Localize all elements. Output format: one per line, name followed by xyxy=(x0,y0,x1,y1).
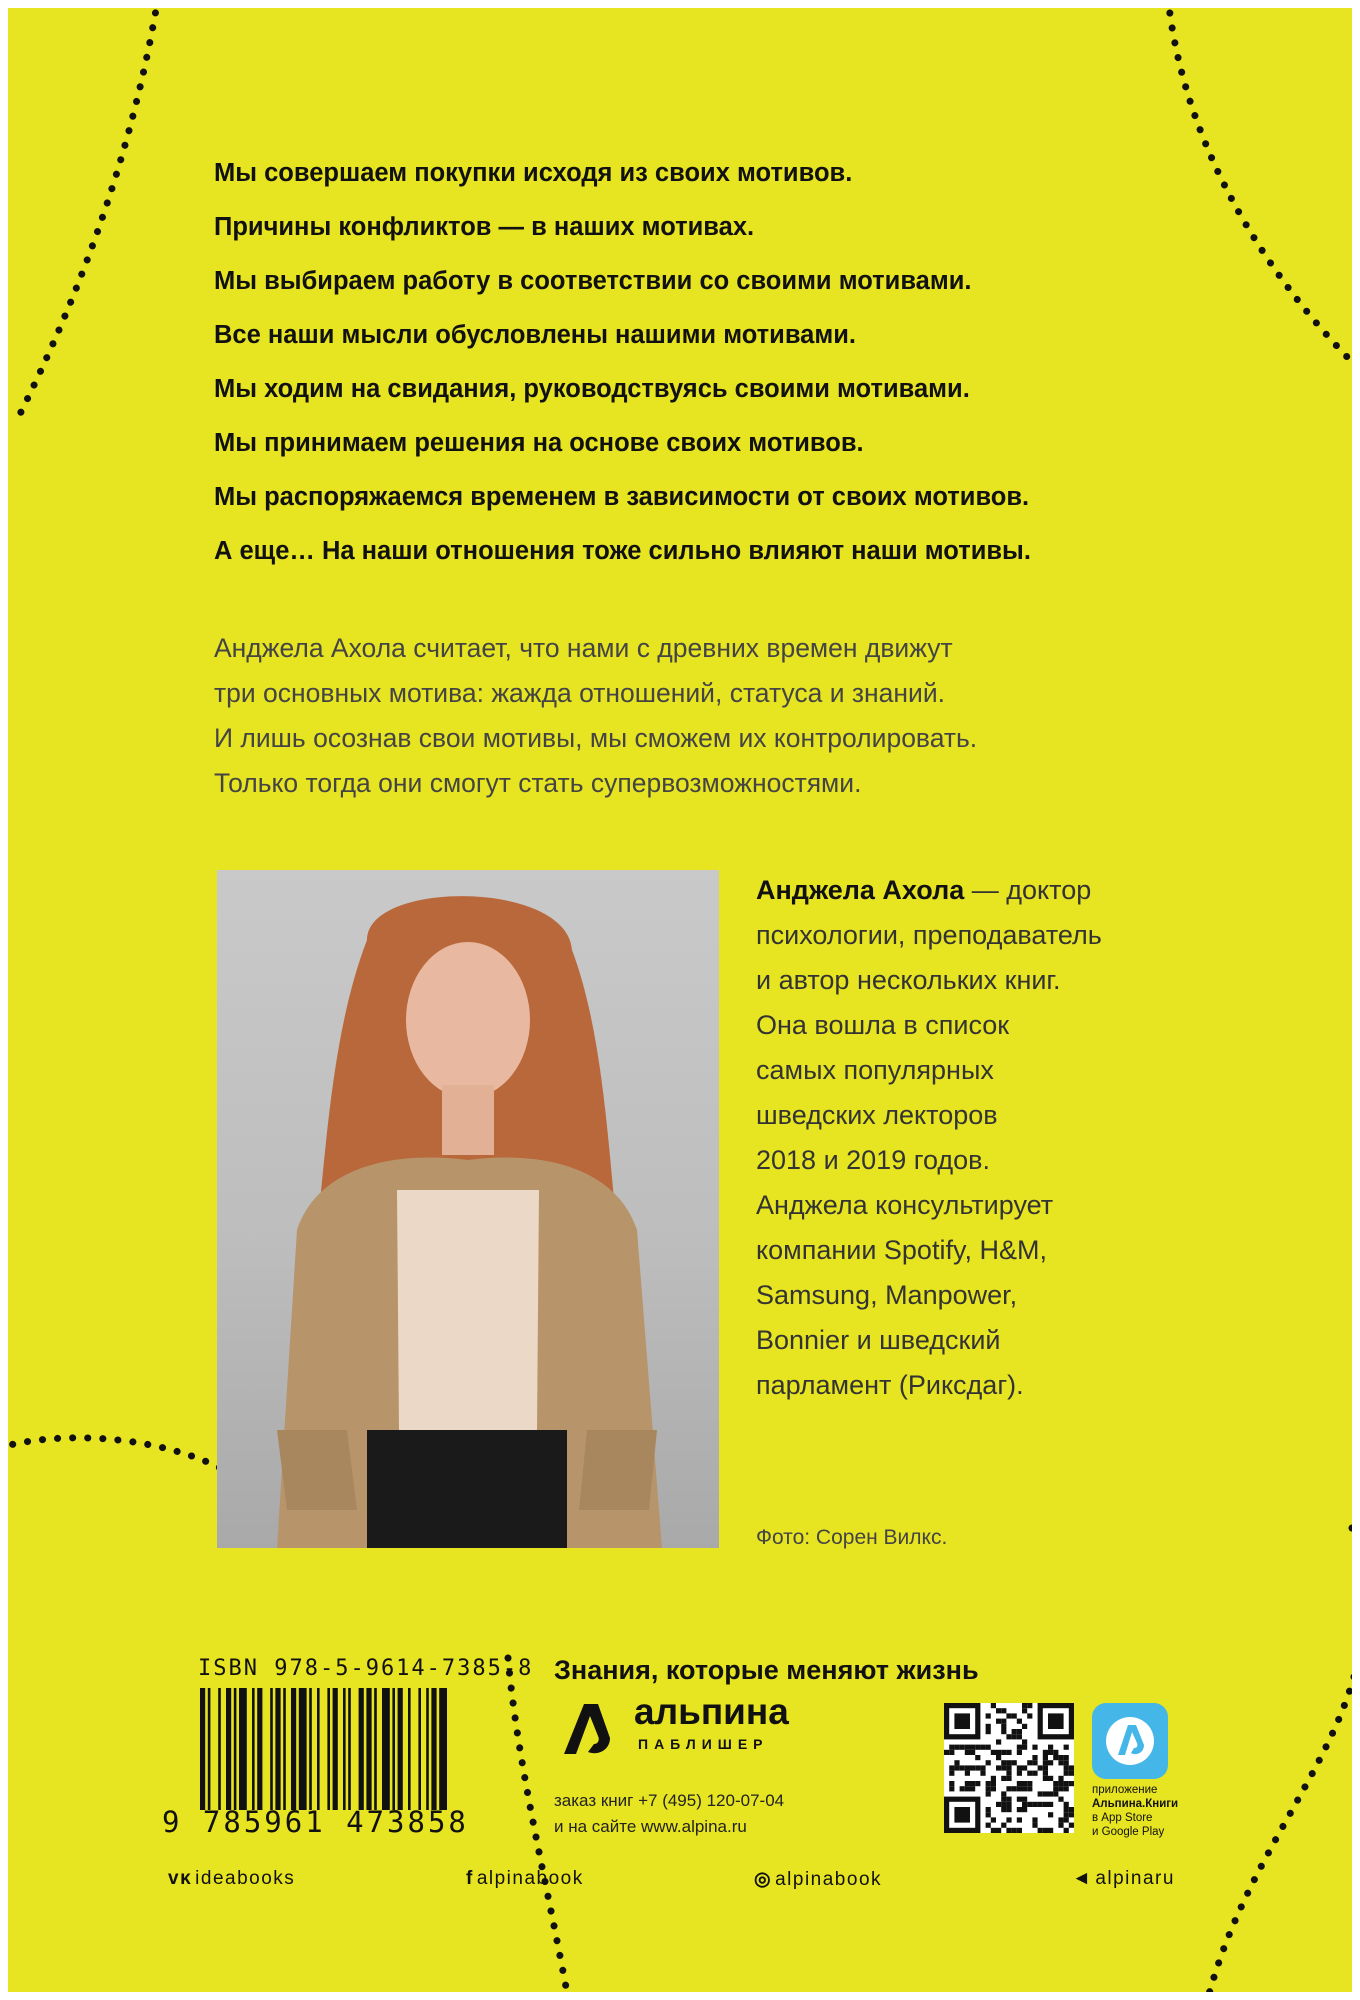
qr-module xyxy=(1069,1812,1074,1817)
qr-module xyxy=(954,1760,959,1765)
qr-module xyxy=(970,1786,975,1791)
bio-line: самых популярных xyxy=(756,1055,994,1085)
qr-module xyxy=(1032,1755,1037,1760)
qr-module xyxy=(1017,1828,1022,1833)
barcode-bar xyxy=(343,1688,346,1810)
barcode-bar xyxy=(418,1688,421,1810)
qr-module xyxy=(970,1781,975,1786)
qr-module xyxy=(1001,1760,1006,1765)
qr-module xyxy=(1006,1734,1011,1739)
qr-module xyxy=(1006,1713,1011,1718)
qr-module xyxy=(1017,1734,1022,1739)
barcode-bar xyxy=(270,1688,273,1810)
qr-module xyxy=(944,1750,949,1755)
qr-module xyxy=(986,1823,991,1828)
barcode-bar xyxy=(426,1688,429,1810)
bio-line: компании Spotify, H&M, xyxy=(756,1235,1047,1265)
qr-module xyxy=(1048,1776,1053,1781)
barcode-bar xyxy=(348,1688,351,1810)
barcode-bar xyxy=(431,1688,436,1810)
order-phone: заказ книг +7 (495) 120-07-04 xyxy=(554,1791,785,1810)
barcode-bar xyxy=(366,1688,371,1810)
bio-line: шведских лекторов xyxy=(756,1100,998,1130)
qr-module xyxy=(986,1791,991,1796)
author-bio xyxy=(756,868,1216,1408)
social-link-facebook[interactable] xyxy=(466,1868,584,1890)
social-links xyxy=(168,1868,1188,1894)
qr-module xyxy=(1032,1802,1037,1807)
qr-module xyxy=(1001,1729,1006,1734)
qr-module xyxy=(949,1781,954,1786)
bio-line: психологии, преподаватель xyxy=(756,920,1102,950)
barcode-bar xyxy=(382,1688,390,1810)
qr-module xyxy=(1043,1776,1048,1781)
telegram-icon: ◄ xyxy=(1072,1868,1093,1889)
qr-module xyxy=(965,1765,970,1770)
social-handle: ideabooks xyxy=(195,1868,296,1889)
qr-module xyxy=(1038,1765,1043,1770)
qr-module xyxy=(970,1765,975,1770)
qr-module xyxy=(1043,1765,1048,1770)
qr-module xyxy=(1001,1750,1006,1755)
qr-module xyxy=(949,1750,954,1755)
barcode-bar xyxy=(408,1688,411,1810)
qr-module xyxy=(1027,1786,1032,1791)
qr-module xyxy=(1043,1760,1048,1765)
motive-line: Причины конфликтов — в наших мотивах. xyxy=(214,213,755,241)
barcode-bar xyxy=(252,1688,255,1810)
qr-module xyxy=(1058,1755,1063,1760)
qr-module xyxy=(1064,1771,1069,1776)
qr-module xyxy=(1064,1802,1069,1807)
bio-line: Анджела консультирует xyxy=(756,1190,1054,1220)
qr-module xyxy=(1001,1708,1006,1713)
qr-module xyxy=(1017,1797,1022,1802)
qr-module xyxy=(1064,1765,1069,1770)
qr-module xyxy=(1038,1828,1043,1833)
qr-module xyxy=(986,1786,991,1791)
intro-line: Анджела Ахола считает, что нами с древних времен движут xyxy=(214,633,953,663)
app-store-text xyxy=(1092,1783,1178,1839)
qr-module xyxy=(1006,1765,1011,1770)
photo-credit: Фото: Сорен Вилкс. xyxy=(756,1526,948,1549)
barcode-bar xyxy=(359,1688,364,1810)
qr-module xyxy=(986,1713,991,1718)
qr-module xyxy=(1032,1817,1037,1822)
qr-module xyxy=(1012,1734,1017,1739)
intro-line: И лишь осознав свои мотивы, мы сможем их контролировать. xyxy=(214,723,978,753)
qr-module xyxy=(996,1750,1001,1755)
social-handle: alpinabook xyxy=(775,1869,883,1890)
qr-module xyxy=(1027,1703,1032,1708)
qr-module xyxy=(1032,1771,1037,1776)
qr-module xyxy=(1006,1817,1011,1822)
qr-module xyxy=(954,1765,959,1770)
qr-module xyxy=(1022,1739,1027,1744)
barcode-bar xyxy=(283,1688,286,1810)
qr-module xyxy=(965,1771,970,1776)
qr-module xyxy=(1012,1760,1017,1765)
qr-module xyxy=(996,1802,1001,1807)
qr-module xyxy=(1017,1781,1022,1786)
qr-module xyxy=(1043,1802,1048,1807)
barcode-bar xyxy=(239,1688,247,1810)
qr-module xyxy=(949,1745,954,1750)
barcode-bar xyxy=(218,1688,221,1810)
qr-module xyxy=(1006,1776,1011,1781)
intro-paragraph xyxy=(214,626,1174,806)
qr-module xyxy=(1064,1781,1069,1786)
qr-module xyxy=(1064,1745,1069,1750)
qr-module xyxy=(1053,1750,1058,1755)
barcode-number: 9 785961 473858 xyxy=(162,1805,469,1839)
motive-line: Мы выбираем работу в соответствии со своими мотивами. xyxy=(214,267,972,295)
qr-module xyxy=(1027,1802,1032,1807)
qr-module xyxy=(1022,1724,1027,1729)
motive-line: А еще… На наши отношения тоже сильно влияют наши мотивы. xyxy=(214,537,1031,565)
qr-module xyxy=(1006,1786,1011,1791)
qr-module xyxy=(965,1745,970,1750)
bio-line: Она вошла в список xyxy=(756,1010,1010,1040)
qr-module xyxy=(1006,1828,1011,1833)
qr-module xyxy=(1022,1786,1027,1791)
qr-module xyxy=(1038,1802,1043,1807)
qr-module xyxy=(1038,1791,1043,1796)
publisher-name: альпина xyxy=(634,1691,789,1732)
barcode-bar xyxy=(317,1688,320,1810)
qr-module xyxy=(1012,1828,1017,1833)
barcode xyxy=(200,1688,492,1810)
qr-module xyxy=(1017,1745,1022,1750)
qr-module xyxy=(1001,1776,1006,1781)
publisher-subtitle: ПАБЛИШЕР xyxy=(638,1736,769,1752)
order-info xyxy=(554,1788,784,1840)
qr-module xyxy=(1048,1745,1053,1750)
vk-icon: ᴠᴋ xyxy=(168,1868,193,1889)
motive-line: Мы принимаем решения на основе своих мотивов. xyxy=(214,429,864,457)
qr-module xyxy=(1064,1817,1069,1822)
qr-module xyxy=(1048,1802,1053,1807)
qr-module xyxy=(1064,1760,1069,1765)
barcode-bar xyxy=(374,1688,377,1810)
qr-module xyxy=(1022,1745,1027,1750)
qr-module xyxy=(1006,1760,1011,1765)
barcode-bar xyxy=(257,1688,262,1810)
app-text-line: и Google Play xyxy=(1092,1826,1165,1838)
qr-module xyxy=(1027,1713,1032,1718)
qr-module xyxy=(1001,1765,1006,1770)
qr-module xyxy=(1006,1802,1011,1807)
qr-module xyxy=(975,1745,980,1750)
intro-line: Только тогда они смогут стать супервозможностями. xyxy=(214,768,862,798)
qr-module xyxy=(1017,1786,1022,1791)
isbn-text: ISBN 978-5-9614-7385-8 xyxy=(198,1656,534,1681)
barcode-bar xyxy=(299,1688,307,1810)
author-photo xyxy=(217,870,719,1548)
qr-module xyxy=(1022,1708,1027,1713)
barcode-bar xyxy=(291,1688,296,1810)
bio-first-line-rest: — доктор xyxy=(964,875,1092,905)
qr-module xyxy=(996,1719,1001,1724)
bio-line: и автор нескольких книг. xyxy=(756,965,1061,995)
barcode-bar xyxy=(398,1688,403,1810)
qr-finder xyxy=(954,1713,970,1729)
instagram-icon: ◎ xyxy=(754,1869,773,1890)
qr-module xyxy=(1053,1791,1058,1796)
qr-module xyxy=(949,1765,954,1770)
qr-module xyxy=(1001,1791,1006,1796)
qr-module xyxy=(1064,1807,1069,1812)
qr-module xyxy=(965,1781,970,1786)
qr-module xyxy=(986,1781,991,1786)
bio-line xyxy=(756,868,1216,913)
motive-line: Все наши мысли обусловлены нашими мотивами. xyxy=(214,321,856,349)
facebook-icon: f xyxy=(466,1868,474,1889)
qr-module xyxy=(1043,1771,1048,1776)
qr-module xyxy=(1001,1724,1006,1729)
qr-module xyxy=(986,1729,991,1734)
qr-module xyxy=(1064,1786,1069,1791)
qr-module xyxy=(960,1765,965,1770)
qr-module xyxy=(970,1750,975,1755)
qr-module xyxy=(991,1781,996,1786)
app-icon xyxy=(1092,1703,1168,1779)
qr-module xyxy=(1032,1823,1037,1828)
qr-module xyxy=(1012,1729,1017,1734)
app-text-line: приложение xyxy=(1092,1784,1158,1796)
qr-module xyxy=(975,1781,980,1786)
qr-module xyxy=(1001,1797,1006,1802)
book-back-cover xyxy=(8,8,1352,1992)
qr-module xyxy=(996,1739,1001,1744)
qr-module xyxy=(1048,1828,1053,1833)
qr-module xyxy=(1058,1786,1063,1791)
barcode-bar xyxy=(309,1688,312,1810)
qr-module xyxy=(1017,1807,1022,1812)
qr-module xyxy=(1022,1797,1027,1802)
qr-finder xyxy=(1048,1713,1064,1729)
qr-module xyxy=(991,1786,996,1791)
qr-module xyxy=(1022,1765,1027,1770)
qr-module xyxy=(991,1817,996,1822)
dotted-curve xyxy=(1208,1528,1352,1992)
barcode-bar xyxy=(200,1688,205,1810)
qr-module xyxy=(1048,1750,1053,1755)
qr-module xyxy=(991,1776,996,1781)
barcode-bar xyxy=(275,1688,280,1810)
qr-module xyxy=(1027,1771,1032,1776)
qr-module xyxy=(1017,1719,1022,1724)
qr-module xyxy=(986,1807,991,1812)
qr-module xyxy=(991,1750,996,1755)
social-link-instagram[interactable] xyxy=(754,1868,882,1891)
qr-module xyxy=(1048,1812,1053,1817)
qr-module xyxy=(965,1750,970,1755)
qr-module xyxy=(960,1745,965,1750)
app-text-line: в App Store xyxy=(1092,1812,1153,1824)
qr-module xyxy=(996,1828,1001,1833)
qr-module xyxy=(954,1745,959,1750)
qr-module xyxy=(1058,1817,1063,1822)
qr-module xyxy=(1012,1786,1017,1791)
order-site: и на сайте www.alpina.ru xyxy=(554,1817,747,1836)
qr-module xyxy=(1048,1791,1053,1796)
qr-module xyxy=(1001,1823,1006,1828)
qr-code xyxy=(944,1703,1074,1833)
qr-module xyxy=(965,1786,970,1791)
qr-module xyxy=(986,1745,991,1750)
qr-module xyxy=(960,1786,965,1791)
qr-module xyxy=(975,1765,980,1770)
qr-module xyxy=(980,1765,985,1770)
qr-module xyxy=(1048,1760,1053,1765)
qr-module xyxy=(1053,1786,1058,1791)
qr-module xyxy=(1001,1802,1006,1807)
qr-module xyxy=(991,1828,996,1833)
qr-finder xyxy=(954,1807,970,1823)
qr-module xyxy=(1032,1760,1037,1765)
qr-module xyxy=(1069,1781,1074,1786)
intro-line: три основных мотива: жажда отношений, статуса и знаний. xyxy=(214,678,945,708)
bio-line: парламент (Риксдаг). xyxy=(756,1370,1024,1400)
qr-module xyxy=(1043,1755,1048,1760)
qr-module xyxy=(1022,1807,1027,1812)
qr-module xyxy=(1053,1755,1058,1760)
qr-module xyxy=(986,1812,991,1817)
motive-line: Мы совершаем покупки исходя из своих мотивов. xyxy=(214,159,853,187)
qr-module xyxy=(1058,1776,1063,1781)
social-link-vk[interactable] xyxy=(168,1868,295,1890)
motives-list xyxy=(214,146,1214,578)
qr-module xyxy=(1017,1817,1022,1822)
social-link-telegram[interactable] xyxy=(1072,1868,1175,1890)
qr-module xyxy=(1064,1812,1069,1817)
qr-module xyxy=(975,1755,980,1760)
publisher-tagline: Знания, которые меняют жизнь xyxy=(554,1655,979,1685)
qr-module xyxy=(949,1771,954,1776)
qr-module xyxy=(986,1724,991,1729)
qr-module xyxy=(980,1771,985,1776)
social-handle: alpinaru xyxy=(1095,1868,1175,1889)
app-text-line: Альпина.Книги xyxy=(1092,1798,1179,1810)
qr-module xyxy=(1012,1713,1017,1718)
qr-module xyxy=(1006,1807,1011,1812)
author-name: Анджела Ахола xyxy=(756,875,965,905)
qr-module xyxy=(1017,1771,1022,1776)
qr-module xyxy=(1006,1750,1011,1755)
qr-module xyxy=(1069,1807,1074,1812)
qr-module xyxy=(1027,1781,1032,1786)
qr-module xyxy=(991,1703,996,1708)
qr-module xyxy=(1017,1729,1022,1734)
qr-module xyxy=(1006,1797,1011,1802)
qr-module xyxy=(1001,1719,1006,1724)
social-handle: alpinabook xyxy=(476,1868,584,1889)
qr-module xyxy=(1032,1745,1037,1750)
qr-module xyxy=(1043,1791,1048,1796)
alpina-logo-icon xyxy=(554,1698,618,1762)
qr-module xyxy=(1069,1765,1074,1770)
qr-module xyxy=(949,1786,954,1791)
qr-module xyxy=(1022,1802,1027,1807)
dotted-curve xyxy=(18,8,158,418)
qr-module xyxy=(1058,1797,1063,1802)
qr-module xyxy=(1022,1703,1027,1708)
barcode-bar xyxy=(208,1688,211,1810)
qr-module xyxy=(1069,1771,1074,1776)
qr-module xyxy=(1058,1823,1063,1828)
motive-line: Мы ходим на свидания, руководствуясь своими мотивами. xyxy=(214,375,970,403)
bio-line: Samsung, Manpower, xyxy=(756,1280,1018,1310)
qr-module xyxy=(980,1745,985,1750)
barcode-bar xyxy=(333,1688,338,1810)
barcode-bar xyxy=(392,1688,395,1810)
barcode-bar xyxy=(439,1688,447,1810)
qr-module xyxy=(996,1765,1001,1770)
qr-module xyxy=(1058,1760,1063,1765)
qr-module xyxy=(1064,1755,1069,1760)
qr-module xyxy=(996,1708,1001,1713)
qr-module xyxy=(1017,1750,1022,1755)
qr-module xyxy=(996,1755,1001,1760)
qr-module xyxy=(1053,1781,1058,1786)
barcode-bar xyxy=(327,1688,330,1810)
qr-module xyxy=(1006,1771,1011,1776)
qr-module xyxy=(1022,1781,1027,1786)
bio-line: Bonnier и шведский xyxy=(756,1325,1001,1355)
barcode-bar xyxy=(234,1688,237,1810)
motive-line: Мы распоряжаемся временем в зависимости от своих мотивов. xyxy=(214,483,1030,511)
qr-module xyxy=(1043,1828,1048,1833)
qr-module xyxy=(1058,1781,1063,1786)
bio-line: 2018 и 2019 годов. xyxy=(756,1145,991,1175)
qr-module xyxy=(1001,1807,1006,1812)
qr-module xyxy=(1069,1823,1074,1828)
qr-module xyxy=(1017,1765,1022,1770)
barcode-bar xyxy=(226,1688,231,1810)
qr-module xyxy=(986,1760,991,1765)
qr-module xyxy=(970,1745,975,1750)
qr-module xyxy=(1043,1750,1048,1755)
qr-module xyxy=(1064,1828,1069,1833)
qr-module xyxy=(1027,1760,1032,1765)
dotted-curve xyxy=(8,1438,230,1473)
